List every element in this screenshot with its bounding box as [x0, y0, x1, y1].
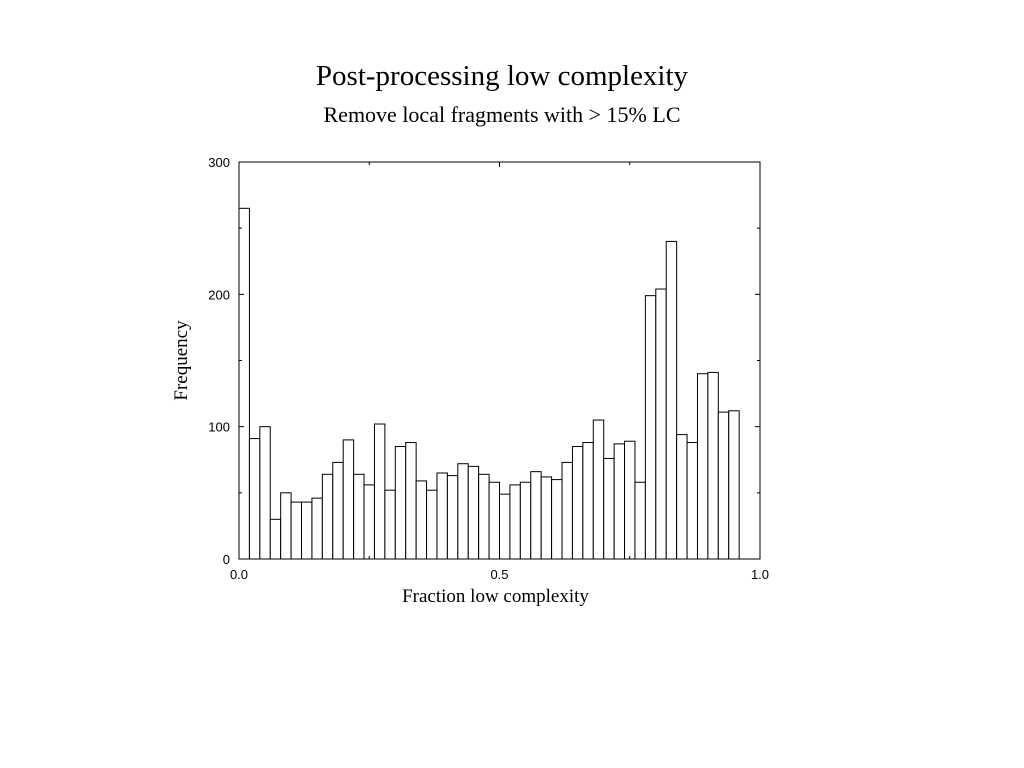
slide-subtitle: Remove local fragments with > 15% LC — [323, 102, 681, 127]
histogram-bar — [604, 458, 614, 559]
histogram-bar — [614, 444, 624, 559]
histogram-bar — [312, 498, 322, 559]
histogram-bar — [729, 411, 739, 559]
histogram-bar — [291, 502, 301, 559]
histogram-bar — [260, 427, 270, 559]
histogram-bar — [531, 472, 541, 559]
y-tick-label: 300 — [208, 155, 230, 170]
histogram-bar — [427, 490, 437, 559]
histogram-bar — [552, 480, 562, 559]
histogram-bar — [687, 443, 697, 559]
histogram-bar — [583, 443, 593, 559]
histogram-bar — [656, 289, 666, 559]
y-tick-label: 200 — [208, 287, 230, 303]
histogram-bar — [343, 440, 353, 559]
histogram-bar — [645, 296, 655, 559]
x-tick-label: 0.5 — [490, 567, 509, 582]
histogram-bar — [458, 464, 468, 559]
histogram-bar — [302, 502, 312, 559]
histogram-bar — [437, 473, 447, 559]
histogram-bar — [249, 439, 259, 559]
histogram-bar — [697, 374, 707, 559]
histogram-bar — [374, 424, 384, 559]
histogram-bar — [354, 474, 364, 559]
x-axis-title: Fraction low complexity — [402, 586, 589, 607]
histogram-bar — [333, 462, 343, 559]
y-tick-label: 100 — [208, 419, 230, 435]
histogram-bar — [416, 481, 426, 559]
histogram-bar — [510, 485, 520, 559]
histogram-bar — [447, 476, 457, 559]
histogram-bar — [468, 466, 478, 559]
histogram-bar — [520, 482, 530, 559]
histogram-bar — [406, 443, 416, 559]
histogram-bar — [500, 494, 510, 559]
histogram-bar — [593, 420, 603, 559]
histogram-bar — [479, 474, 489, 559]
histogram-bar — [718, 412, 728, 559]
histogram-bar — [239, 208, 249, 559]
histogram-bar — [281, 493, 291, 559]
histogram-bar — [625, 441, 635, 559]
histogram-bars — [239, 208, 739, 559]
histogram-bar — [666, 241, 676, 559]
y-axis-title: Frequency — [171, 320, 192, 401]
histogram-bar — [541, 477, 551, 559]
histogram-bar — [322, 474, 332, 559]
x-tick-label: 0.0 — [229, 567, 249, 582]
x-tick-label: 1.0 — [750, 567, 770, 582]
slide-title: Post-processing low complexity — [315, 60, 689, 92]
histogram-bar — [708, 372, 718, 559]
histogram-bar — [395, 447, 405, 559]
histogram-bar — [385, 490, 395, 559]
histogram-bar — [677, 435, 687, 559]
histogram-bar — [572, 447, 582, 559]
y-tick-label: 0 — [222, 552, 230, 567]
histogram-bar — [489, 482, 499, 559]
histogram-bar — [562, 462, 572, 559]
histogram-bar — [635, 482, 645, 559]
histogram-bar — [270, 519, 280, 559]
histogram-bar — [364, 485, 374, 559]
